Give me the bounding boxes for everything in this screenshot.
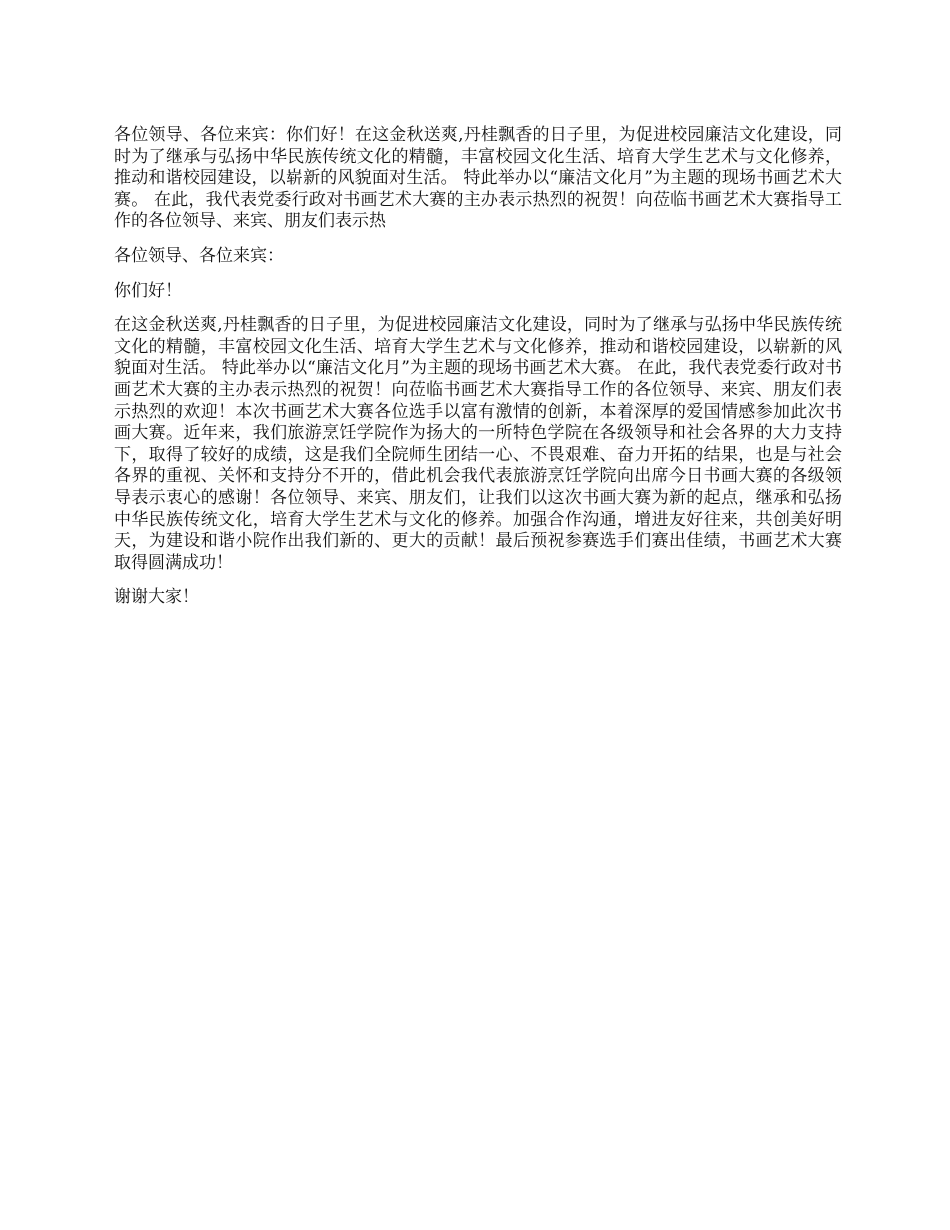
summary-paragraph: 各位领导、各位来宾：你们好！在这金秋送爽,丹桂飘香的日子里，为促进校园廉洁文化建设，同时为了继承与弘扬中华民族传统文化的精髓，丰富校园文化生活、培育大学生艺术与文化修养，推动和谐校园建设，以崭新的风貌面对生活。 特此举办以“廉洁文化月”为主题的现场书画艺术大赛。 在此，我代表党委行政对书画艺术大赛的主办表示热烈的祝贺！向莅临书画艺术大赛指导工作的各位领导、来宾、朋友们表示热: [114, 125, 842, 232]
document-body: [114, 125, 842, 622]
speech-body-paragraph: 在这金秋送爽,丹桂飘香的日子里，为促进校园廉洁文化建设，同时为了继承与弘扬中华民族传统文化的精髓，丰富校园文化生活、培育大学生艺术与文化修养，推动和谐校园建设，以崭新的风貌面对生活。 特此举办以“廉洁文化月”为主题的现场书画艺术大赛。 在此，我代表党委行政对书画艺术大赛的主办表示热烈的祝贺！向莅临书画艺术大赛指导工作的各位领导、来宾、朋友们表示热烈的欢迎！本次书画艺术大赛各位选手以富有激情的创新，本着深厚的爱国情感参加此次书画大赛。近年来，我们旅游烹饪学院作为扬大的一所特色学院在各级领导和社会各界的大力支持下，取得了较好的成绩，这是我们全院师生团结一心、不畏艰难、奋力开拓的结果，也是与社会各界的重视、关怀和支持分不开的，借此机会我代表旅游烹饪学院向出席今日书画大赛的各级领导表示衷心的感谢！各位领导、来宾、朋友们，让我们以这次书画大赛为新的起点，继承和弘扬中华民族传统文化，培育大学生艺术与文化的修养。加强合作沟通，增进友好往来，共创美好明天，为建设和谐小院作出我们新的、更大的贡献！最后预祝参赛选手们赛出佳绩，书画艺术大赛取得圆满成功！: [114, 315, 842, 573]
greeting: 你们好！: [114, 280, 182, 301]
closing-thanks: 谢谢大家！: [114, 587, 199, 608]
salutation: 各位领导、各位来宾：: [114, 245, 284, 266]
